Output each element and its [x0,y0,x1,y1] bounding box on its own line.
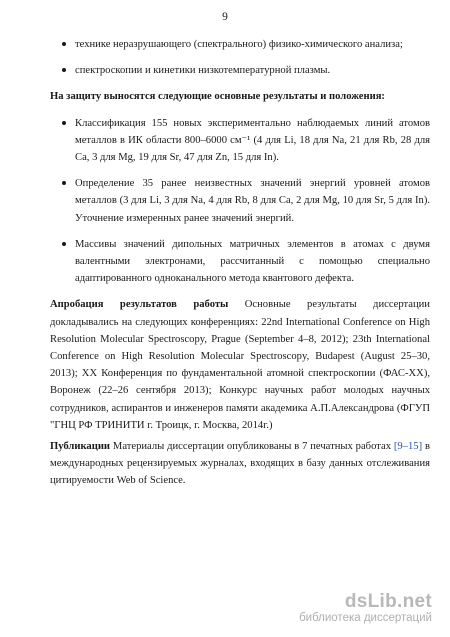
approbation-paragraph [50,296,430,434]
watermark-subtitle: библиотека диссертаций [299,612,432,624]
list-item-text: Классификация 155 новых экспериментально наблюдаемых линий атомов металлов в ИК области 800–6000 см⁻¹ (4 для Li, 18 для Na, 21 для Rb, 28 для Ca, 3 для Mg, 19 для Sr, 47 для Zn, 15 для In). [75,117,430,164]
bullet-icon [62,181,66,185]
list-item [62,236,430,288]
bullet-icon [62,68,66,72]
citation-link[interactable]: [9–15] [393,441,423,453]
watermark [299,592,432,625]
approbation-title: Апробация результатов работы [50,299,229,311]
list-item-text: спектроскопии и кинетики низкотемпературной плазмы. [75,65,331,77]
publications-paragraph [50,438,430,490]
publications-text-before: Материалы диссертации опубликованы в 7 печатных работах [112,441,391,453]
publications-text-after: в международных рецензируемых журналах, входящих в базу данных отслеживания цитируемости Web of Science. [50,441,430,487]
page-number: 9 [222,11,228,23]
list-item [62,36,430,53]
list-item-text: Определение 35 ранее неизвестных значений энергий уровней атомов металлов (3 для Li, 3 для Na, 4 для Rb, 8 для Ca, 2 для Mg, 10 для Sr, 5 для In). Уточнение измеренных ранее значений энергий. [75,178,430,224]
list-item [62,62,430,79]
document-body [50,36,430,494]
publications-title: Публикации [50,441,111,453]
watermark-logo: dsLib.net [344,591,432,612]
bullet-icon [62,242,66,246]
list-item [62,175,430,227]
defense-heading: На защиту выносятся следующие основные результаты и положения: [50,91,385,103]
bullet-icon [62,42,66,46]
list-item-text: Массивы значений дипольных матричных элементов в атомах с двумя валентными электронами, рассчитанный с помощью специально адаптированного одноканального метода квантового дефекта. [75,238,430,285]
list-item-text: технике неразрушающего (спектрального) физико-химического анализа; [75,39,403,50]
list-item [62,115,430,167]
bullet-icon [62,121,66,125]
approbation-text: Основные результаты диссертации докладывались на следующих конференциях: 22nd International Conference on High Resolution Molecular Spectroscopy, Prague (September 4–8, 2012); 23th International Conference on High Resolution Molecular Spectroscopy, Budapest (August 25–30, 2013); XX Конференция по фундаментальной атомной спектроскопии (ФАС-XX), Воронеж (22–26 сентября 2013); Конкурс научных работ молодых научных сотрудников, аспирантов и инженеров памяти академика А.П.Александрова (ФГУП "ГНЦ РФ ТРИНИТИ г. Троицк, г. Москва, 2014г.) [50,299,430,431]
defense-bullet-list [62,115,430,288]
top-bullet-list [62,36,430,79]
